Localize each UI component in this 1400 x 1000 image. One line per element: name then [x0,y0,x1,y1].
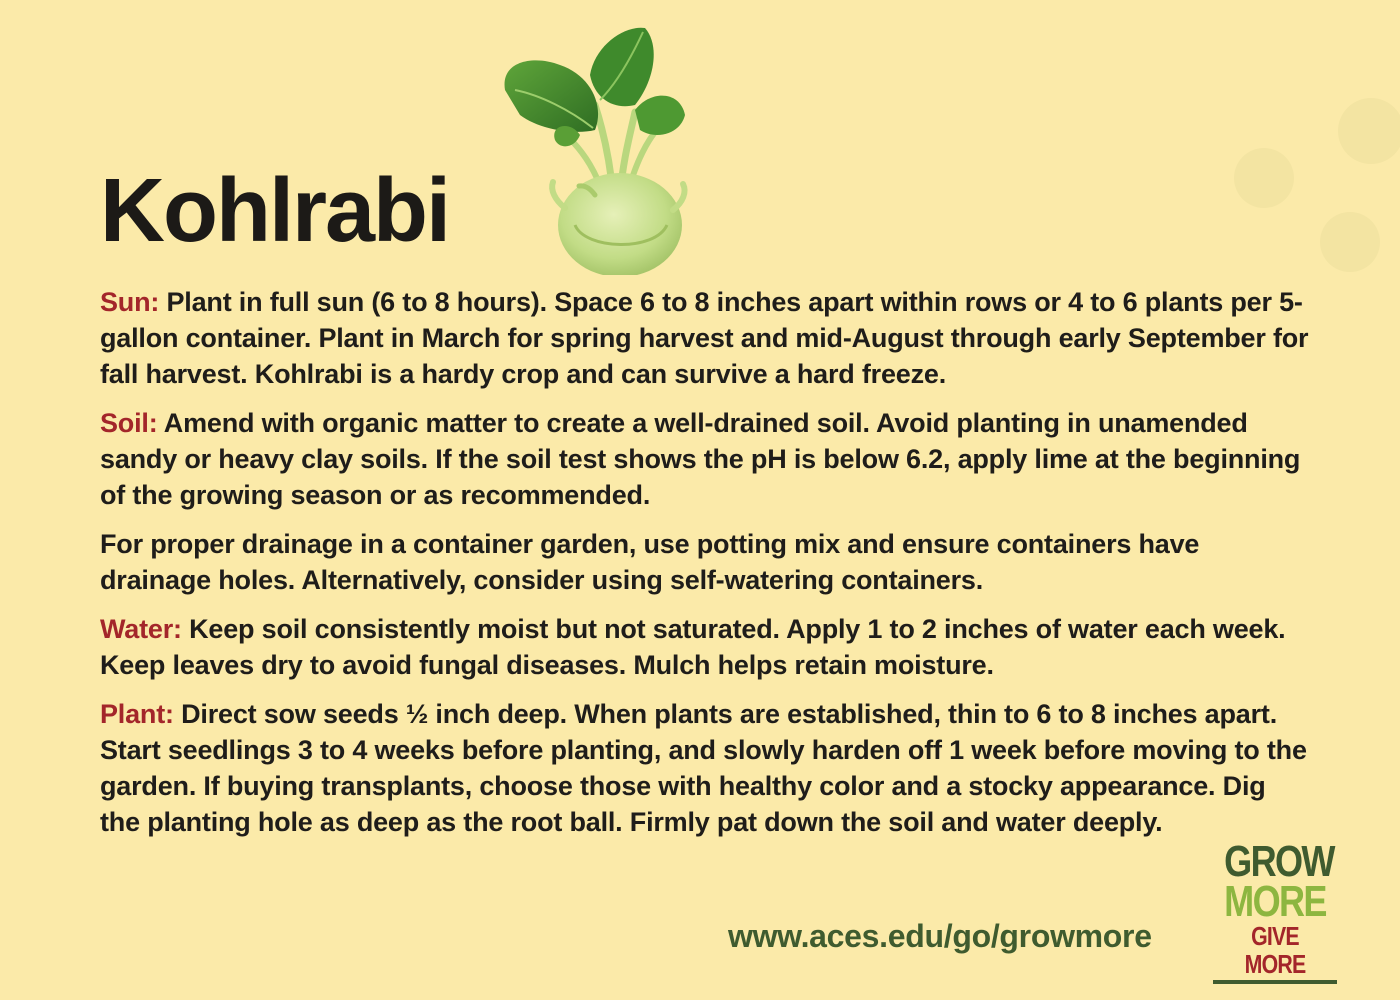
website-link[interactable]: www.aces.edu/go/growmore [728,918,1152,954]
decorative-circle [1234,148,1294,208]
sun-section [100,284,1310,392]
sun-text: Plant in full sun (6 to 8 hours). Space 6 to 8 inches apart within rows or 4 to 6 plants per 5-gallon container. Plant in March for spring harvest and mid-August through early September for fall harvest. Kohlrabi is a hardy crop and can survive a hard freeze. [100,287,1309,389]
soil-text: Amend with organic matter to create a well-drained soil. Avoid planting in unamended sandy or heavy clay soils. If the soil test shows the pH is below 6.2, apply lime at the beginning of the growing season or as recommended. [100,408,1301,510]
decorative-circle [1338,98,1400,164]
plant-label: Plant: [100,699,174,729]
water-label: Water: [100,614,182,644]
soil-section [100,405,1310,513]
plant-section [100,696,1310,840]
logo-give-more: GIVE MORE [1244,921,1306,979]
plant-text: Direct sow seeds ½ inch deep. When plants are established, thin to 6 to 8 inches apart. Start seedlings 3 to 4 weeks before planting, and slowly harden off 1 week before moving to the garden. If buying transplants, choose those with healthy color and a stocky appearance. Dig the planting hole as deep as the root ball. Firmly pat down the soil and water deeply. [100,699,1307,837]
grow-more-logo [1213,837,1337,984]
logo-underline [1213,980,1337,984]
soil-label: Soil: [100,408,158,438]
decorative-circle [1320,212,1380,272]
kohlrabi-illustration-icon [495,20,695,275]
logo-more: MORE [1224,877,1326,926]
logo-grow: GROW [1224,837,1334,886]
care-instructions [100,284,1310,853]
water-text: Keep soil consistently moist but not saturated. Apply 1 to 2 inches of water each week. Keep leaves dry to avoid fungal diseases. Mulch helps retain moisture. [100,614,1286,680]
water-section [100,611,1310,683]
sun-label: Sun: [100,287,160,317]
container-drainage-text: For proper drainage in a container garden, use potting mix and ensure containers have drainage holes. Alternatively, consider using self-watering containers. [100,529,1200,595]
page-title: Kohlrabi [100,161,450,261]
container-drainage-section [100,526,1310,598]
